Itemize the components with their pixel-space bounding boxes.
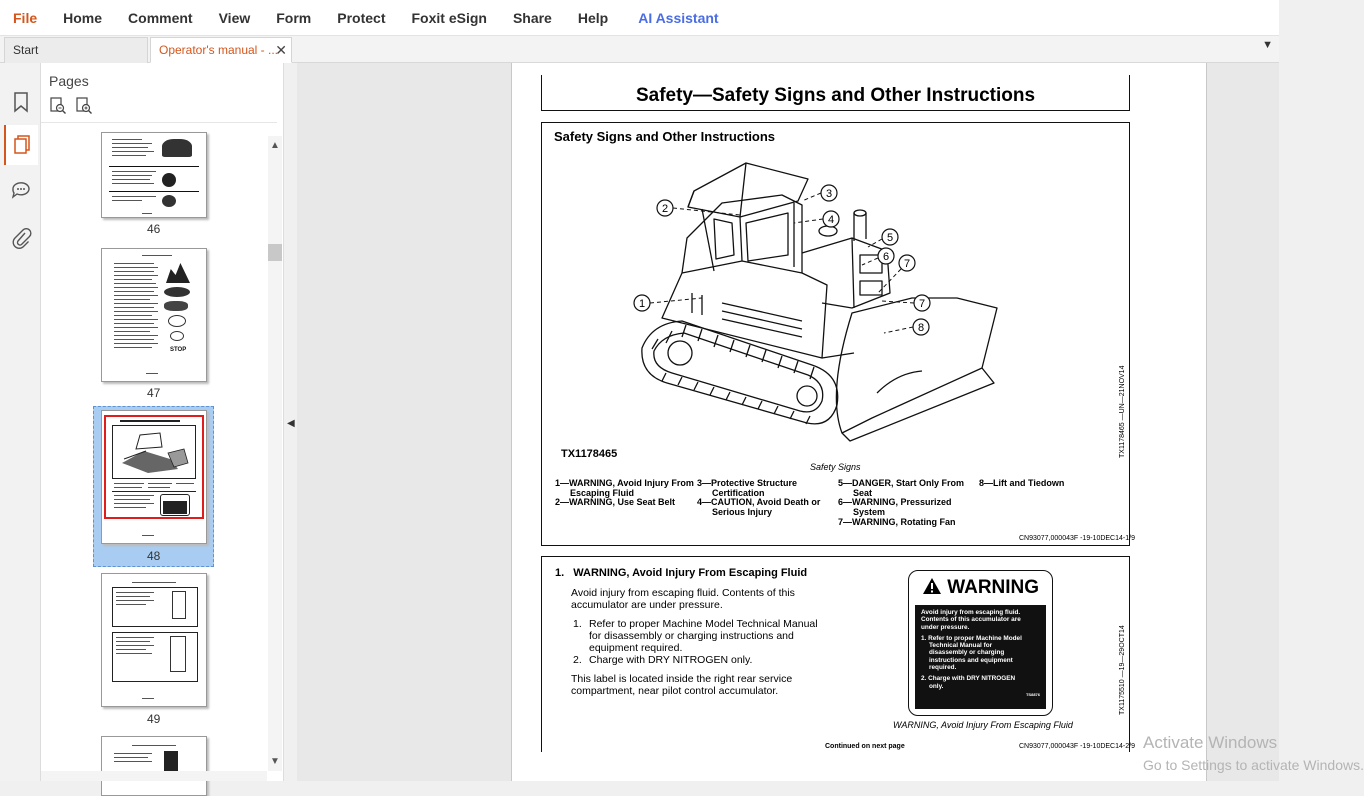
menu-ai-assistant[interactable]: AI Assistant xyxy=(638,9,719,26)
menu-foxit-esign[interactable]: Foxit eSign xyxy=(411,9,487,26)
close-icon[interactable]: ✕ xyxy=(275,42,287,58)
tab-bar xyxy=(0,36,1279,63)
page-number-48: 48 xyxy=(147,549,161,563)
callout-6: 6 xyxy=(882,251,890,263)
section2-heading-number: 1. xyxy=(555,567,565,579)
warning-side-code: TX1175510 —19—29OCT14 xyxy=(1119,625,1126,715)
callout-3: 3 xyxy=(825,188,833,200)
activate-windows-watermark: Activate Windows xyxy=(1143,733,1278,752)
tab-list-dropdown-icon[interactable]: ▼ xyxy=(1262,39,1273,51)
document-view[interactable] xyxy=(297,63,1279,781)
safety-signs-section xyxy=(541,122,1135,546)
tab-start-label: Start xyxy=(13,43,39,57)
activate-windows-subtext: Go to Settings to activate Windows. xyxy=(1143,757,1364,773)
scroll-down-icon[interactable]: ▼ xyxy=(270,756,280,767)
escaping-fluid-section xyxy=(541,556,1135,752)
warning-sign xyxy=(908,570,1053,716)
menu-help[interactable]: Help xyxy=(577,9,609,26)
para1-line2: accumulator are under pressure. xyxy=(571,599,723,611)
page-thumbnail-49[interactable] xyxy=(101,573,207,707)
menu-share[interactable]: Share xyxy=(512,9,552,26)
thumbnail-scrollbar[interactable] xyxy=(268,136,282,771)
scrollbar-thumb[interactable] xyxy=(268,244,282,261)
menu-home[interactable]: Home xyxy=(63,9,103,26)
warning-line-1: Avoid injury from escaping fluid. xyxy=(921,609,1021,616)
para1-line1: Avoid injury from escaping fluid. Contents of this xyxy=(571,587,795,599)
legend-item-7: 7—WARNING, Rotating Fan xyxy=(838,517,956,527)
page-title: Safety—Safety Signs and Other Instructions xyxy=(635,85,1036,106)
page-number-49: 49 xyxy=(147,712,161,726)
warning-line-2: Contents of this accumulator are xyxy=(921,616,1021,624)
warning-line-8: required. xyxy=(929,664,957,672)
step2-number: 2. xyxy=(573,654,582,666)
legend-item-6: 6—WARNING, Pressurized xyxy=(838,497,952,507)
callout-5: 5 xyxy=(886,232,894,244)
pdf-page-48 xyxy=(511,63,1207,781)
legend-item-5: 5—DANGER, Start Only From xyxy=(838,478,965,488)
crawler-dozer-illustration xyxy=(622,143,1022,463)
legend-item-3: 3—Protective Structure xyxy=(697,478,798,488)
thumbnail-horizontal-scrollbar[interactable] xyxy=(41,771,267,781)
figure-side-code: TX1178465 —UN—21NOV14 xyxy=(1119,365,1126,458)
warning-line-10: only. xyxy=(929,682,944,690)
legend-item-5-cont: Seat xyxy=(853,488,873,498)
legend-item-2: 2—WARNING, Use Seat Belt xyxy=(555,497,676,507)
menu-protect[interactable]: Protect xyxy=(337,9,386,26)
scroll-up-icon[interactable]: ▲ xyxy=(270,140,280,151)
menu-bar xyxy=(0,0,1279,36)
section2-heading-text: WARNING, Avoid Injury From Escaping Fluid xyxy=(573,567,808,579)
menu-comment[interactable]: Comment xyxy=(128,9,193,26)
legend-item-3-cont: Certification xyxy=(712,488,765,498)
tab-start[interactable] xyxy=(4,37,148,63)
legend-item-8: 8—Lift and Tiedown xyxy=(979,478,1065,488)
warning-line-9: 2. Charge with DRY NITROGEN xyxy=(921,675,1016,683)
comments-icon[interactable] xyxy=(6,175,36,205)
reference-code-2: CN93077,000043F -19-10DEC14-2/9 xyxy=(1019,743,1135,750)
warning-triangle-icon xyxy=(922,577,942,595)
page-number-46: 46 xyxy=(147,222,161,236)
legend-item-6-cont: System xyxy=(853,507,886,517)
bookmark-icon[interactable] xyxy=(6,87,36,117)
page-thumbnail-50[interactable] xyxy=(101,736,207,796)
para2-line2: compartment, near pilot control accumulator. xyxy=(571,685,779,697)
pages-panel xyxy=(41,63,283,781)
zoom-in-thumbnail-icon[interactable] xyxy=(75,97,93,115)
reference-code: CN93077,000043F -19-10DEC14-1/9 xyxy=(1019,535,1135,542)
step2-text: Charge with DRY NITROGEN only. xyxy=(589,654,753,666)
page-number-47: 47 xyxy=(147,386,161,400)
page-thumbnail-46[interactable] xyxy=(101,132,207,218)
menu-form[interactable]: Form xyxy=(276,9,312,26)
legend-item-1: 1—WARNING, Avoid Injury From xyxy=(555,478,694,488)
callout-7a: 7 xyxy=(903,258,911,270)
zoom-out-thumbnail-icon[interactable] xyxy=(49,97,67,115)
section-title: Safety Signs and Other Instructions xyxy=(554,129,776,144)
menu-file[interactable]: File xyxy=(13,9,38,26)
thumbnail-stop-label: STOP xyxy=(170,347,187,353)
warning-title-text: WARNING xyxy=(947,577,1040,598)
collapse-arrow-icon[interactable]: ◀ xyxy=(287,418,295,429)
pages-panel-divider xyxy=(41,122,277,123)
page-title-box xyxy=(541,75,1130,111)
warning-line-7: instructions and equipment xyxy=(929,656,1013,664)
pages-toolbar xyxy=(49,97,93,115)
figure-code: TX1178465 xyxy=(561,448,618,460)
callout-7b: 7 xyxy=(918,298,926,310)
warning-line-3: under pressure. xyxy=(921,623,970,631)
attachment-icon[interactable] xyxy=(6,223,36,253)
step1-line3: equipment required. xyxy=(589,642,683,654)
warning-line-4: 1. Refer to proper Machine Model xyxy=(921,634,1022,642)
panel-collapse-bar[interactable] xyxy=(283,63,297,781)
warning-sign-title xyxy=(909,577,1052,599)
pages-icon[interactable] xyxy=(4,125,38,165)
figure-caption: Safety Signs xyxy=(810,462,861,472)
page-thumbnail-48[interactable] xyxy=(101,410,207,544)
step1-number: 1. xyxy=(573,618,582,630)
callout-2: 2 xyxy=(661,203,669,215)
legend-item-1-cont: Escaping Fluid xyxy=(570,488,635,498)
step1-line2: for disassembly or charging instructions and xyxy=(589,630,794,642)
section2-heading xyxy=(555,567,807,579)
continued-note: Continued on next page xyxy=(825,743,905,750)
menu-view[interactable]: View xyxy=(218,9,251,26)
legend-item-4: 4—CAUTION, Avoid Death or xyxy=(697,497,821,507)
warning-sign-caption: WARNING, Avoid Injury From Escaping Fluid xyxy=(893,720,1073,730)
pages-panel-title: Pages xyxy=(49,73,89,89)
warning-sign-code: TS8876 xyxy=(1025,691,1040,697)
step1-line1: Refer to proper Machine Model Technical Manual xyxy=(589,618,818,630)
thumbnail-list xyxy=(41,136,267,771)
tab-operators-manual[interactable] xyxy=(150,37,292,63)
para2-line1: This label is located inside the right rear service xyxy=(571,673,793,685)
warning-line-6: disassembly or charging xyxy=(929,649,1005,657)
left-navigation-bar xyxy=(0,63,41,781)
legend-item-4-cont: Serious Injury xyxy=(712,507,773,517)
callout-4: 4 xyxy=(827,214,835,226)
callout-8: 8 xyxy=(917,322,925,334)
callout-1: 1 xyxy=(638,298,646,310)
page-thumbnail-47[interactable] xyxy=(101,248,207,382)
warning-sign-body xyxy=(915,605,1046,709)
warning-line-5: Technical Manual for xyxy=(929,642,993,650)
tab-document-label: Operator's manual - ... xyxy=(159,43,279,57)
